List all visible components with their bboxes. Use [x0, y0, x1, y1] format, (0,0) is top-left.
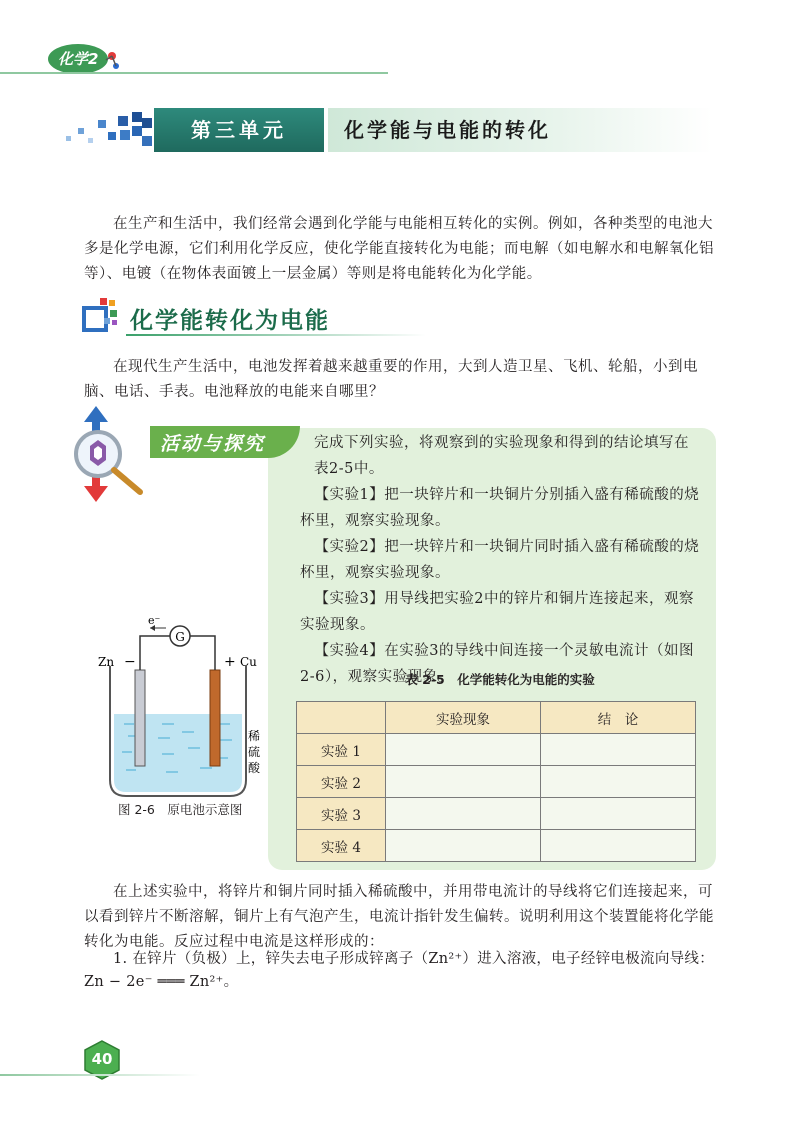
- body-paragraph: 在上述实验中，将锌片和铜片同时插入稀硫酸中，并用带电流计的导线将它们连接起来，可以看到锌片不断溶解，铜片上有气泡产生，电流计指针发生偏转。说明利用这个装置能将化学能转化为电能。反应过程中电流是这样形成的：: [84, 884, 714, 950]
- table-header-cell: 实验现象: [386, 702, 541, 734]
- experiment-table: [296, 701, 696, 862]
- table-row: [297, 766, 696, 798]
- table-header-row: [297, 702, 696, 734]
- wire-left: [140, 636, 170, 670]
- unit-title: 化学能与电能的转化: [328, 108, 712, 152]
- table-cell: [386, 830, 541, 862]
- magnifier-icon: [72, 406, 152, 502]
- point-paragraph: [84, 948, 718, 994]
- acid-label: 硫: [248, 745, 261, 759]
- section-heading: [82, 296, 482, 340]
- galvanometer-label: G: [175, 630, 185, 644]
- table-row-label: 实验 1: [297, 734, 386, 766]
- table-row-label: 实验 2: [297, 766, 386, 798]
- table-row: [297, 830, 696, 862]
- zinc-electrode: [135, 670, 145, 766]
- acid-solution: [114, 714, 242, 792]
- zinc-label: Zn: [98, 655, 115, 669]
- table-cell: [386, 798, 541, 830]
- section-title: 化学能转化为电能: [130, 308, 330, 334]
- copper-electrode: [210, 670, 220, 766]
- unit-banner: [56, 108, 696, 152]
- section-intro-paragraph: 在现代生产生活中，电池发挥着越来越重要的作用，大到人造卫星、飞机、轮船，小到电脑、电话、手表。电池释放的电能来自哪里？: [84, 359, 698, 400]
- table-row: [297, 734, 696, 766]
- table-cell: [386, 766, 541, 798]
- galvanic-cell-figure: [92, 612, 262, 798]
- equation: Zn − 2e⁻ ═══ Zn²⁺。: [84, 974, 239, 990]
- page-number: 40: [91, 1050, 113, 1068]
- table-cell: [541, 830, 696, 862]
- table-row-label: 实验 3: [297, 798, 386, 830]
- mosaic-decoration-icon: [56, 108, 154, 152]
- acid-label: 稀: [248, 729, 261, 743]
- copper-label: Cu: [240, 655, 257, 669]
- activity-tab: [150, 426, 300, 458]
- section-underline: [126, 334, 426, 336]
- table-caption: 表 2-5 化学能转化为电能的实验: [405, 672, 595, 687]
- table-cell: [541, 766, 696, 798]
- negative-sign: −: [124, 654, 136, 670]
- section-mosaic-icon: [82, 298, 122, 338]
- book-logo-text: 化学2: [58, 50, 99, 68]
- acid-label: 酸: [248, 761, 261, 775]
- table-header-cell: [297, 702, 386, 734]
- figure-caption: 图 2-6 原电池示意图: [118, 802, 243, 817]
- table-row-label: 实验 4: [297, 830, 386, 862]
- intro-paragraph: 在生产和生活中，我们经常会遇到化学能与电能相互转化的实例。例如，各种类型的电池大多是化学电源，它们利用化学反应，使化学能直接转化为电能；而电解（如电解水和电解氧化铝等）、电镀（在物体表面镀上一层金属）等则是将电能转化为化学能。: [84, 216, 714, 282]
- positive-sign: +: [224, 654, 236, 670]
- header-rule: [0, 72, 388, 74]
- activity-lead: 完成下列实验，将观察到的实验现象和得到的结论填写在表2-5中。: [314, 435, 689, 477]
- experiment-4: 【实验4】在实验3的导线中间连接一个灵敏电流计（如图2-6），观察实验现象。: [300, 643, 694, 685]
- electron-label: e⁻: [148, 614, 161, 627]
- table-header-cell: 结 论: [541, 702, 696, 734]
- experiment-3: 【实验3】用导线把实验2中的锌片和铜片连接起来，观察实验现象。: [300, 591, 694, 633]
- table-cell: [386, 734, 541, 766]
- experiment-2: 【实验2】把一块锌片和一块铜片同时插入盛有稀硫酸的烧杯里，观察实验现象。: [300, 539, 700, 581]
- footer-rule: [0, 1074, 200, 1076]
- point-1: 1. 在锌片（负极）上，锌失去电子形成锌离子（Zn²⁺）进入溶液，电子经锌电极流向导线：: [113, 951, 715, 967]
- wire-right: [190, 636, 215, 670]
- experiment-1: 【实验1】把一块锌片和一块铜片分别插入盛有稀硫酸的烧杯里，观察实验现象。: [300, 487, 700, 529]
- table-cell: [541, 798, 696, 830]
- unit-label: 第三单元: [154, 108, 324, 152]
- activity-tab-label: 活动与探究: [160, 433, 266, 455]
- activity-text: [300, 430, 700, 690]
- table-row: [297, 798, 696, 830]
- table-cell: [541, 734, 696, 766]
